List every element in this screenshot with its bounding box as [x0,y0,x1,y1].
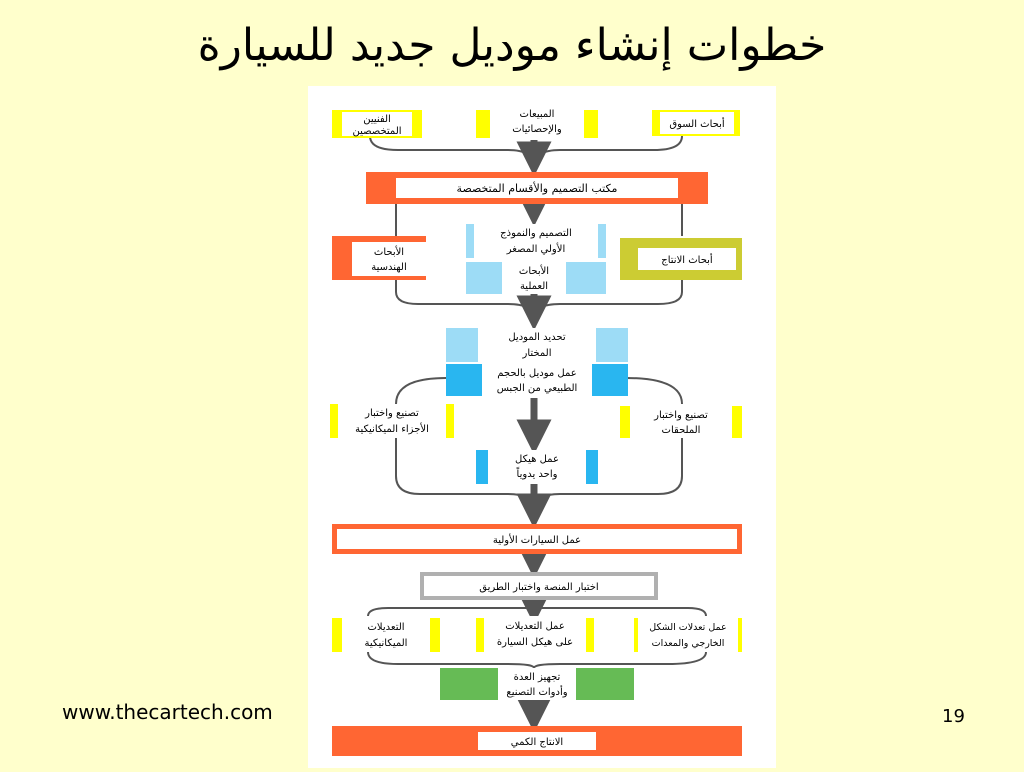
node-shape-mods [634,618,742,652]
node-tooling [440,668,634,700]
node-road-test [420,572,658,600]
scientific-research-label-1: الأبحاث [518,266,550,277]
road-test-label: اختبار المنصة واختبار الطريق [479,582,599,593]
design-model-label-1: التصميم والنموذج [500,228,572,239]
market-research-label: أبحاث السوق [669,119,725,130]
mech-parts-label-1: تصنيع واختبار [365,408,419,419]
engineering-research-label-2: الهندسية [371,262,407,273]
design-office-label: مكتب التصميم والأقسام المتخصصة [456,182,618,195]
handmade-body-label-2: واحد يدوياً [516,469,558,480]
plaster-model-label-1: عمل موديل بالحجم [497,368,577,379]
tooling-label-1: تجهيز العدة [513,672,561,683]
engineering-research-label-1: الأبحاث [373,247,405,258]
sales-stats-label-2: والإحصائيات [512,124,562,135]
node-sales-stats [476,106,598,140]
mech-mods-label-2: الميكانيكية [364,638,408,649]
handmade-body-label-1: عمل هيكل [515,454,559,465]
skilled-artists-label-2: المتخصصين [352,126,402,137]
design-model-label-2: الأولي المصغر [506,244,566,255]
skilled-artists-label-1: الفنيين [363,114,391,125]
shape-mods-label-2: الخارجي والمعدات [651,638,725,649]
plaster-model-label-2: الطبيعي من الجبس [496,383,578,394]
mech-mods-label-1: التعديلات [367,622,405,633]
page-number: 19 [942,706,965,727]
node-accessories [620,406,742,438]
flowchart-diagram [308,86,776,768]
node-skilled-artists [332,110,422,138]
shape-mods-label-1: عمل تعدلات الشكل [649,622,727,633]
select-model-label-1: تحديد الموديل [508,332,566,343]
node-design-model [466,224,606,258]
node-mech-parts [330,404,454,438]
node-plaster-model [446,364,628,396]
accessories-label-2: الملحقات [661,425,701,436]
flowchart-panel [308,86,776,768]
node-mass-production [332,726,742,756]
node-production-research [620,238,742,280]
footer-url: www.thecartech.com [62,700,273,724]
node-market-research [652,110,740,136]
node-body-mods [476,616,594,652]
body-mods-label-2: على هيكل السيارة [496,637,574,648]
prototypes-label: عمل السيارات الأولية [492,535,582,546]
select-model-label-2: المختار [522,348,552,359]
scientific-research-label-2: العملية [519,281,549,292]
node-prototypes [332,524,742,554]
node-scientific-research [466,262,606,294]
node-mech-mods [332,618,440,652]
tooling-label-2: وأدوات التصنيع [506,687,568,698]
sales-stats-label-1: المبيعات [519,109,555,120]
accessories-label-1: تصنيع واختبار [654,410,708,421]
node-select-model [446,328,628,362]
mech-parts-label-2: الأجزاء الميكانيكية [355,424,429,435]
node-engineering-research [332,236,426,280]
body-mods-label-1: عمل التعديلات [505,621,565,632]
production-research-label: أبحاث الانتاج [661,255,713,266]
mass-production-label: الانتاج الكمي [510,737,564,748]
slide-title: خطوات إنشاء موديل جديد للسيارة [197,20,827,71]
node-handmade-body [476,450,598,484]
node-design-office [366,172,708,204]
